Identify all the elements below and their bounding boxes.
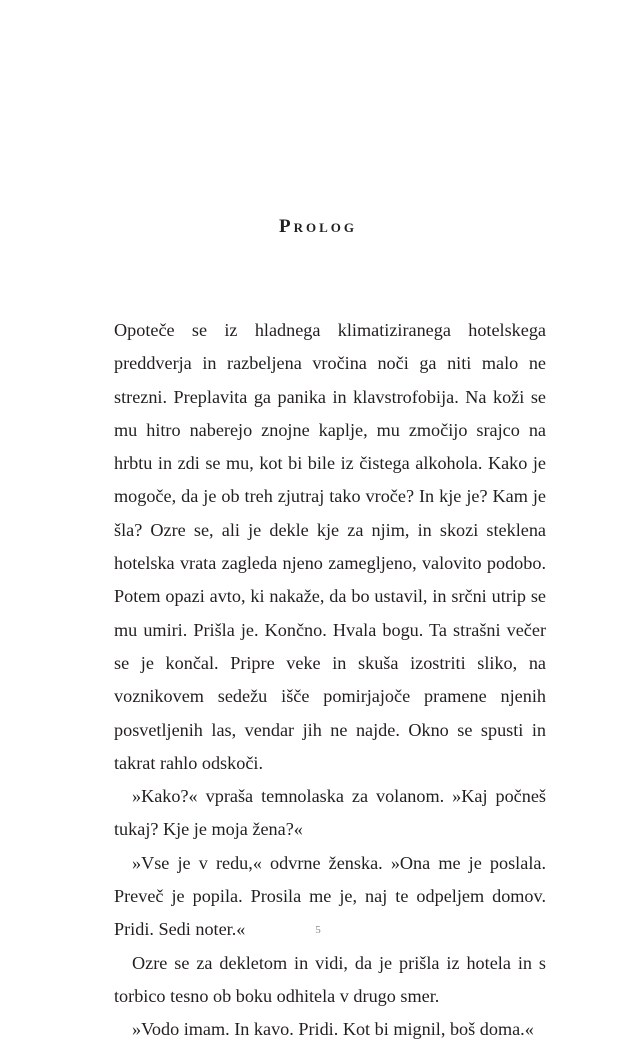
paragraph-2: »Kako?« vpraša temnolaska za volanom. »Kaj počneš tukaj? Kje je moja žena?«: [114, 786, 546, 840]
paragraph-1: Opoteče se iz hladnega klimatiziranega hotelskega preddverja in razbeljena vročina noči ga niti malo ne strezni. Preplavita ga panika in klavstrofobija. Na koži se mu hitro naberejo znojne kaplje, mu zmočijo srajco na hrbtu in zdi se mu, kot bi bile iz čistega alkohola. Kako je mogoče, da je ob treh zjutraj tako vroče? In kje je? Kam je šla? Ozre se, ali je dekle kje za njim, in skozi steklena hotelska vrata zagleda njeno zamegljeno, valovito podobo. Potem opazi avto, ki nakaže, da bo ustavil, in srčni utrip se mu umiri. Prišla je. Končno. Hvala bogu. Ta strašni večer se je končal. Pripre veke in skuša izostriti sliko, na voznikovem sedežu išče pomirjajoče pramene njenih posvetljenih las, vendar jih ne najde. Okno se spusti in takrat rahlo odskoči.: [114, 320, 546, 773]
chapter-title: Prolog: [278, 216, 357, 237]
page-number: 5: [315, 924, 321, 936]
paragraph-3: »Vse je v redu,« odvrne ženska. »Ona me je poslala. Preveč je popila. Prosila me je, naj te odpeljem domov. Pridi. Sedi noter.«: [114, 852, 546, 940]
paragraph-5: »Vodo imam. In kavo. Pridi. Kot bi mignil, boš doma.«: [132, 1019, 534, 1040]
paragraph-4: Ozre se za dekletom in vidi, da je prišla iz hotela in s torbico tesno ob boku odhitela v drugo smer.: [114, 952, 546, 1006]
body-text: [114, 314, 546, 1047]
